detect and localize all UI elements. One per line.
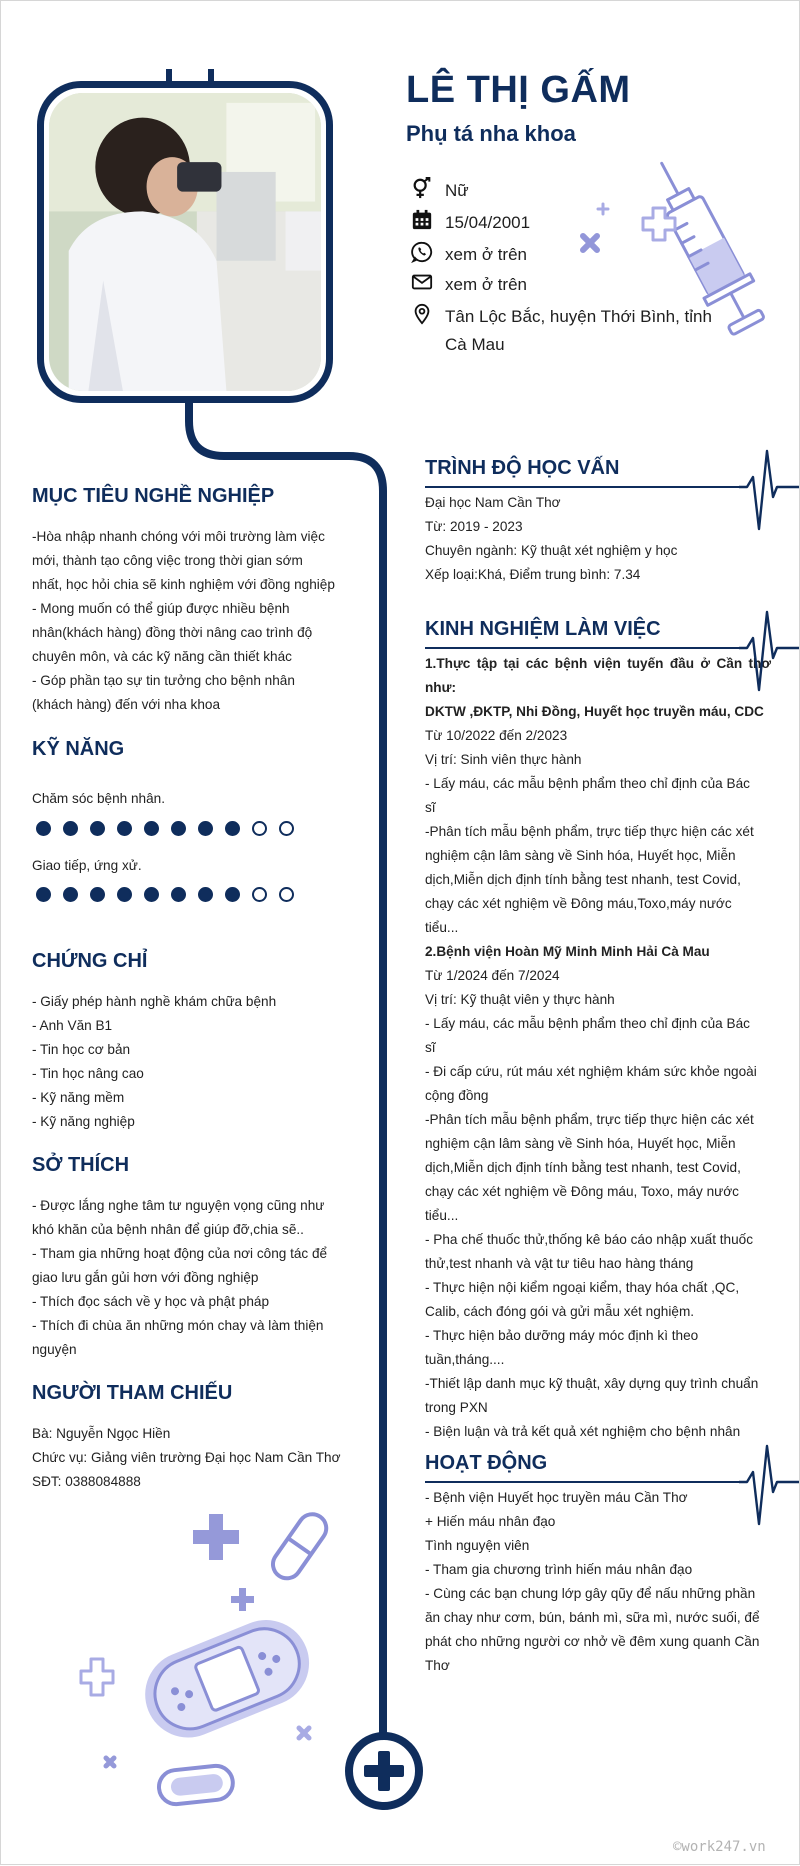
bandage-icon [61,1496,361,1836]
phone-row [411,241,527,269]
email-text: xem ở trên [445,275,528,294]
certificates-title: CHỨNG CHỈ [32,950,148,972]
list-item: - Kỹ năng nghiệp [32,1114,135,1129]
activities-text: - Bệnh viện Huyết học truyền máu Cần Thơ + Hiến máu nhân đạo Tình nguyện viên - Tham gia chương trình hiến máu nhân đạo - Cùng các bạn chung lớp gây qũy để nấu những phần ăn chay như cơm, bún, bánh mì, sữa mì, nước suối, để phát cho những người cơ nhở về đêm xung quanh Cần Thơ [425,1490,760,1673]
gender-row [411,177,469,205]
rating-dot-filled [198,887,213,902]
list-item: - Tin học nâng cao [32,1066,144,1081]
email-row [411,271,527,299]
education-rule [425,486,743,488]
photo-placeholder [49,93,321,391]
rating-dot-filled [36,821,51,836]
rating-dot-filled [117,821,132,836]
objective-title: MỤC TIÊU NGHỀ NGHIỆP [32,485,275,507]
mail-icon [411,271,433,293]
rating-dot-filled [144,821,159,836]
heartbeat-icon [739,604,799,694]
profile-photo-frame [37,81,333,403]
address-text: Tân Lộc Bắc, huyện Thới Bình, tỉnh Cà Mau [445,307,712,354]
list-item: - Tin học cơ bản [32,1042,131,1057]
references-text: Bà: Nguyễn Ngọc Hiền Chức vụ: Giảng viên trường Đại học Nam Cần Thơ SĐT: 0388084888 [32,1426,341,1489]
rating-dot-filled [225,887,240,902]
rating-dot-filled [117,887,132,902]
heartbeat-icon [739,1438,799,1528]
objective-text: -Hòa nhập nhanh chóng với môi trường làm việc mới, thành tạo công việc trong thời gian sớm nhất, học hỏi chia sẽ kinh nghiệm với đồng nghiệp - Mong muốn có thể giúp được nhiều bệnh nhân(khách hàng) đồng thời nâng cao trình độ chuyên môn, và các kỹ năng cần thiết khác - Góp phần tạo sự tin tưởng cho bệnh nhân (khách hàng) đến với nha khoa [32,529,335,712]
experience-title: KINH NGHIỆM LÀM VIỆC [425,618,661,640]
rating-dot-filled [90,887,105,902]
skills-title: KỸ NĂNG [32,738,125,760]
education-title: TRÌNH ĐỘ HỌC VẤN [425,457,620,479]
heartbeat-icon [739,443,799,533]
rating-dot-filled [63,887,78,902]
rating-dot-filled [90,821,105,836]
certificates-list [32,990,341,1134]
skill-label: Chăm sóc bệnh nhân. [32,791,166,806]
job-title-line: 1.Thực tập tại các bệnh viện tuyến đầu ở Cần thơ như: [425,656,771,695]
rating-dot-empty [279,821,294,836]
skill-rating [36,887,294,902]
skill-rating [36,821,294,836]
job-title-line: DKTW ,ĐKTP, Nhi Đồng, Huyết học truyền máu, CDC [425,704,764,719]
rating-dot-filled [225,821,240,836]
rating-dot-empty [252,821,267,836]
list-item: - Giấy phép hành nghề khám chữa bệnh [32,994,277,1009]
job-title-line: 2.Bệnh viện Hoàn Mỹ Minh Minh Hải Cà Mau [425,944,710,959]
whatsapp-icon [411,241,433,263]
experience-rule [425,647,743,649]
rating-dot-filled [198,821,213,836]
list-item: - Kỹ năng mềm [32,1090,125,1105]
rating-dot-filled [171,821,186,836]
rating-dot-filled [144,887,159,902]
syringe-icon [571,156,781,356]
gender-text: Nữ [445,181,469,200]
phone-text: xem ở trên [445,245,528,264]
gender-icon [411,177,433,199]
rating-dot-empty [252,887,267,902]
experience-text: 1.Thực tập tại các bệnh viện tuyến đầu ở Cần thơ như: DKTW ,ĐKTP, Nhi Đồng, Huyết học truyền máu, CDC Từ 10/2022 đến 2/2023 Vị trí: Sinh viên thực hành - Lấy máu, các mẫu bệnh phẩm theo chỉ định của Bác sĩ -Phân tích mẫu bệnh phẩm, trực tiếp thực hiện các xét nghiệm cận lâm sàng về Sinh hóa, Huyết học, Miễn dịch,Miễn dịch định tính bằng test nhanh, test Covid, chạy các xét nghiệm về Đông máu,Toxo,máy nước tiểu... 2.Bệnh viện Hoàn Mỹ Minh Minh Hải Cà Mau Từ 1/2024 đến 7/2024 Vị trí: Kỹ thuật viên y thực hành - Lấy máu, các mẫu bệnh phẩm theo chỉ định của Bác sĩ - Đi cấp cứu, rút máu xét nghiệm khám sức khỏe ngoài cộng đồng -Phân tích mẫu bệnh phẩm, trực tiếp thực hiện các xét nghiệm cận lâm sàng về Sinh hóa, Huyết học, Miễn dịch,Miễn dịch định tính bằng test nhanh, test Covid, chạy các xét nghiệm về Đông máu, Toxo, máy nước tiểu... - Pha chế thuốc thử,thống kê báo cáo nhập xuất thuốc thử,test nhanh và vật tư tiêu hao hàng tháng - Thực hiện nội kiểm ngoại kiểm, thay hóa chất ,QC, Calib, cách đóng gói và gửi mẫu xét nghiệm. - Thực hiện bảo dưỡng máy móc định kì theo tuần,tháng.... -Thiết lập danh mục kỹ thuật, xây dựng quy trình chuẩn trong PXN - Biện luận và trả kết quả xét nghiệm cho bệnh nhân [425,656,771,1439]
activities-rule [425,1481,743,1483]
skill-label: Giao tiếp, ứng xử. [32,858,142,873]
rating-dot-empty [279,887,294,902]
location-pin-icon [411,303,433,325]
education-text: Đại học Nam Cần Thơ Từ: 2019 - 2023 Chuyên ngành: Kỹ thuật xét nghiệm y học Xếp loại:Khá, Điểm trung bình: 7.34 [425,495,678,582]
hobbies-title: SỞ THÍCH [32,1154,130,1176]
rating-dot-filled [63,821,78,836]
rating-dot-filled [171,887,186,902]
job-title: Phụ tá nha khoa [406,121,576,146]
birthday-text: 15/04/2001 [445,213,531,232]
list-item: - Anh Văn B1 [32,1018,113,1033]
calendar-icon [411,209,433,231]
activities-title: HOẠT ĐỘNG [425,1452,548,1474]
rating-dot-filled [36,887,51,902]
watermark: ©work247.vn [673,1839,766,1855]
birthday-row [411,209,530,237]
hobbies-text: - Được lắng nghe tâm tư nguyện vọng cũng như khó khăn của bệnh nhân để giúp đỡ,chia sẽ.. - Tham gia những hoạt động của nơi công tác để giao lưu gắn gủi hơn với đồng nghiệp - Thích đọc sách về y học và phật pháp - Thích đi chùa ăn những món chay và làm thiện nguyện [32,1198,328,1357]
references-title: NGƯỜI THAM CHIẾU [32,1382,233,1404]
candidate-name: LÊ THỊ GẤM [406,69,631,111]
